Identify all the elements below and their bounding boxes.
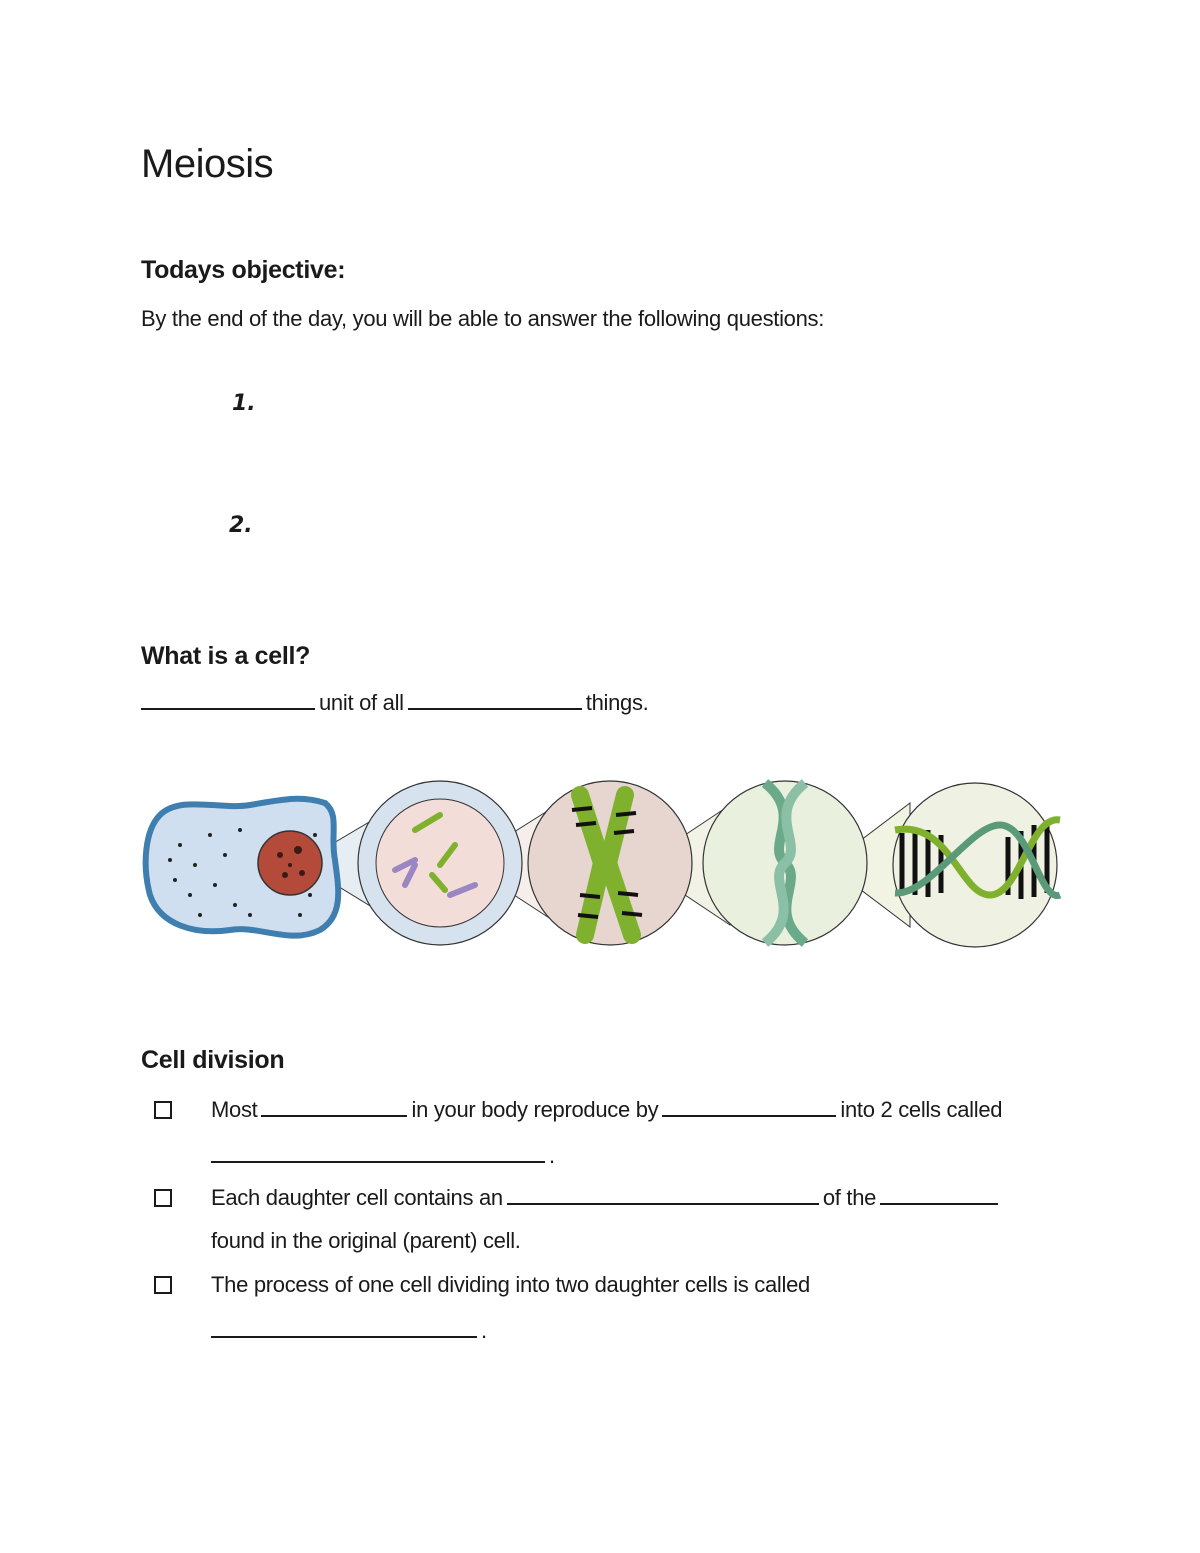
checkbox-bullet-3[interactable]: [154, 1276, 172, 1294]
bullet-1-line-1: [211, 1097, 1002, 1123]
fill-blank[interactable]: [408, 690, 582, 710]
bullet-1-line-2: [211, 1143, 555, 1169]
fill-blank[interactable]: [261, 1097, 407, 1117]
cell-to-dna-illustration: [140, 775, 1065, 955]
question-number-1: 1.: [232, 391, 256, 416]
nucleus-icon: [358, 781, 522, 945]
bullet-text: Most: [211, 1097, 258, 1122]
dna-icon: [893, 783, 1060, 947]
bullet-text: in your body reproduce by: [411, 1097, 659, 1122]
checkbox-bullet-2[interactable]: [154, 1189, 172, 1207]
cell-heading: What is a cell?: [141, 642, 311, 670]
bullet-2-line-2: found in the original (parent) cell.: [211, 1228, 521, 1253]
fill-blank[interactable]: [880, 1185, 998, 1205]
sentence-text: things.: [585, 690, 649, 715]
checkbox-bullet-1[interactable]: [154, 1101, 172, 1119]
objective-intro: By the end of the day, you will be able to answer the following questions:: [141, 306, 825, 331]
chromosome-icon: [528, 781, 692, 945]
sentence-text: unit of all: [319, 690, 404, 715]
cell-icon: [146, 799, 339, 936]
bullet-text: .: [549, 1143, 555, 1168]
objective-heading: Todays objective:: [141, 256, 346, 284]
division-heading: Cell division: [141, 1046, 285, 1074]
bullet-text: of the: [822, 1185, 877, 1210]
cell-sentence: [141, 690, 648, 716]
bullet-3-line-2: [211, 1318, 487, 1344]
bullet-2-line-1: [211, 1185, 1002, 1211]
bullet-text: into 2 cells called: [840, 1097, 1003, 1122]
bullet-text: Each daughter cell contains an: [211, 1185, 503, 1210]
chromatin-icon: [703, 781, 867, 945]
bullet-3-line-1: The process of one cell dividing into two daughter cells is called: [211, 1272, 810, 1297]
page-title: Meiosis: [141, 142, 274, 186]
fill-blank[interactable]: [507, 1185, 819, 1205]
fill-blank[interactable]: [211, 1143, 545, 1163]
fill-blank[interactable]: [141, 690, 315, 710]
bullet-text: .: [481, 1318, 487, 1343]
question-number-2: 2.: [229, 513, 253, 538]
fill-blank[interactable]: [211, 1318, 477, 1338]
fill-blank[interactable]: [662, 1097, 836, 1117]
